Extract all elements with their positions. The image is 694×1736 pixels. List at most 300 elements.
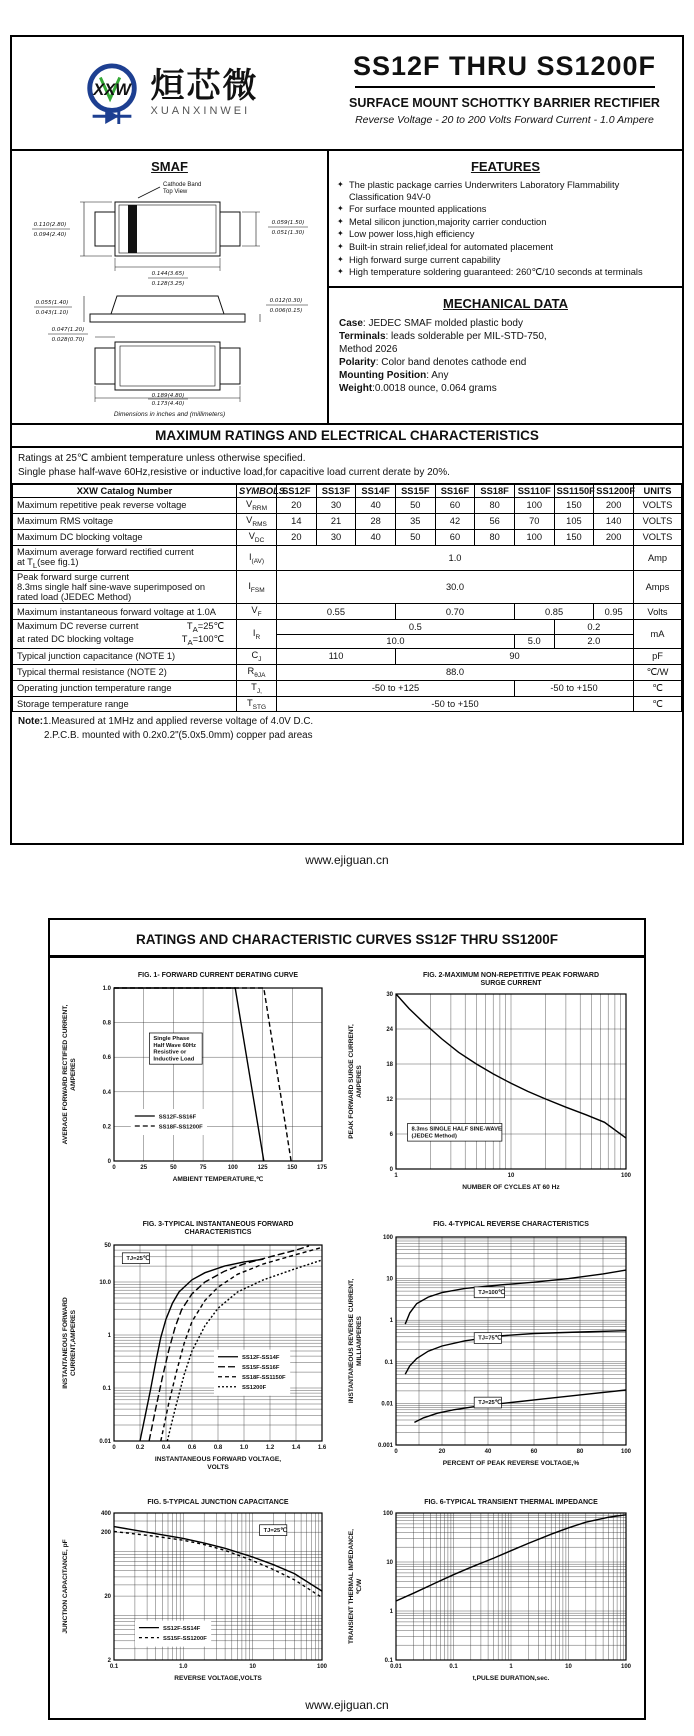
svg-text:FIG. 2-MAXIMUM NON-REPETITIVE: FIG. 2-MAXIMUM NON-REPETITIVE PEAK FORWARD [422, 972, 600, 979]
cell: 100 [514, 498, 554, 514]
col-header-part: SS13F [316, 485, 356, 498]
cell: Maximum RMS voltage [13, 513, 237, 529]
brand-name-en: XUANXINWEI [150, 105, 251, 117]
svg-text:10.0: 10.0 [99, 1280, 111, 1287]
cell: 20 [277, 529, 317, 545]
table-row-vf [13, 604, 682, 620]
svg-text:0.4: 0.4 [161, 1445, 171, 1451]
ratings-table [12, 484, 682, 712]
table-footnotes [12, 712, 682, 745]
table-row-tstg [13, 696, 682, 712]
svg-text:100: 100 [382, 1511, 393, 1517]
cell: Amps [634, 571, 682, 604]
svg-text:SS15F-SS1200F: SS15F-SS1200F [162, 1636, 207, 1643]
feature-item [337, 255, 674, 267]
svg-text:0.051(1.30): 0.051(1.30) [271, 230, 304, 236]
table-row-vrms [13, 513, 682, 529]
svg-text:0.012(0.30): 0.012(0.30) [269, 298, 302, 304]
cell: 35 [395, 513, 435, 529]
svg-text:JUNCTION CAPACITANCE, pF: JUNCTION CAPACITANCE, pF [62, 1539, 69, 1634]
cell: $T_{STG}$ [237, 696, 277, 712]
cell: 80 [475, 529, 515, 545]
cell: Amp [634, 545, 682, 571]
cell: 60 [435, 529, 475, 545]
cell: pF [634, 649, 682, 665]
svg-text:80: 80 [576, 1449, 584, 1455]
col-header-part: SS14F [356, 485, 396, 498]
fig3-instantaneous-forward-characteristics [58, 1217, 336, 1489]
datasheet-page-2 [48, 918, 646, 1720]
svg-text:AMPERES: AMPERES [70, 1058, 77, 1091]
svg-text:100: 100 [620, 1664, 632, 1670]
svg-text:24: 24 [386, 1027, 393, 1033]
bullet-icon: ✦ [337, 204, 344, 214]
svg-text:0.043(1.10): 0.043(1.10) [35, 310, 68, 316]
title-block [327, 37, 682, 149]
svg-text:10: 10 [249, 1664, 257, 1670]
features-section [329, 151, 682, 288]
svg-text:0.1: 0.1 [102, 1386, 111, 1393]
svg-text:0.094(2.40): 0.094(2.40) [33, 232, 66, 238]
cell: ℃ [634, 696, 682, 712]
cell: 100 [514, 529, 554, 545]
cell: VOLTS [634, 498, 682, 514]
svg-text:FIG. 3-TYPICAL INSTANTANEOUS F: FIG. 3-TYPICAL INSTANTANEOUS FORWARD [142, 1221, 294, 1228]
features-mechanical-panel [329, 151, 682, 423]
col-header-part: SS1200F [594, 485, 634, 498]
svg-text:0.4: 0.4 [102, 1089, 111, 1096]
package-name: SMAF [151, 159, 188, 174]
cell: 10.0 [277, 634, 515, 648]
svg-text:VOLTS: VOLTS [207, 1464, 229, 1471]
svg-text:0: 0 [112, 1445, 116, 1451]
svg-text:Half Wave 60Hz: Half Wave 60Hz [153, 1042, 197, 1049]
svg-text:75: 75 [199, 1165, 207, 1171]
cell: 140 [594, 513, 634, 529]
svg-text:400: 400 [100, 1511, 111, 1517]
table-row-vdc [13, 529, 682, 545]
svg-text:0: 0 [394, 1449, 398, 1455]
svg-text:0.6: 0.6 [102, 1055, 111, 1062]
cell: 30 [316, 529, 356, 545]
table-row-vrrm [13, 498, 682, 514]
col-header-part: SS16F [435, 485, 475, 498]
cell: ℃ [634, 680, 682, 696]
cell: Operating junction temperature range [13, 680, 237, 696]
mechanical-line: Mounting Position: Any [339, 369, 449, 381]
svg-text:0.006(0.15): 0.006(0.15) [269, 308, 302, 314]
svg-text:18: 18 [386, 1062, 393, 1068]
cell: 0.55 [277, 604, 396, 620]
ratings-condition-1: Ratings at 25℃ ambient temperature unless otherwise specified. [18, 453, 306, 464]
svg-text:0.047(1.20): 0.047(1.20) [51, 327, 84, 333]
dimension-footnote: Dimensions in inches and (millimeters) [113, 411, 226, 418]
fig1-forward-current-derating [58, 968, 336, 1211]
cell: 56 [475, 513, 515, 529]
svg-text:FIG. 6-TYPICAL TRANSIENT THERM: FIG. 6-TYPICAL TRANSIENT THERMAL IMPEDANCE [424, 1499, 598, 1506]
feature-text: Metal silicon junction,majority carrier conduction [349, 216, 547, 227]
curves-heading: RATINGS AND CHARACTERISTIC CURVES SS12F THRU SS1200F [50, 920, 644, 958]
cell: Maximum average forward rectified current at $T_L(see$ fig.1) [13, 545, 237, 571]
svg-text:0.189(4.80): 0.189(4.80) [151, 393, 184, 399]
svg-text:TJ=25℃: TJ=25℃ [126, 1255, 150, 1262]
cell: Maximum instantaneous forward voltage at 1.0A [13, 604, 237, 620]
cell: 50 [395, 529, 435, 545]
col-header-units: UNITS [634, 485, 682, 498]
feature-text: High forward surge current capability [349, 254, 501, 265]
cell: 80 [475, 498, 515, 514]
svg-text:20: 20 [438, 1449, 446, 1455]
feature-text: Low power loss,high efficiency [349, 229, 475, 240]
cell: 30.0 [277, 571, 634, 604]
svg-text:SURGE CURRENT: SURGE CURRENT [480, 980, 542, 987]
cell: mA [634, 620, 682, 649]
cell: 150 [554, 529, 594, 545]
svg-text:CURRENT,AMPERES: CURRENT,AMPERES [70, 1310, 77, 1376]
cell: 60 [435, 498, 475, 514]
cell: 88.0 [277, 664, 634, 680]
svg-text:0.6: 0.6 [187, 1445, 197, 1451]
cell: 200 [594, 498, 634, 514]
svg-text:AMBIENT TEMPERATURE,℃: AMBIENT TEMPERATURE,℃ [172, 1176, 264, 1183]
svg-text:t,PULSE DURATION,sec.: t,PULSE DURATION,sec. [472, 1675, 550, 1682]
svg-text:TRANSIENT THERMAL IMPEDANCE,: TRANSIENT THERMAL IMPEDANCE, [348, 1529, 355, 1644]
cell: $V_{RRM}$ [237, 498, 277, 514]
svg-text:0: 0 [112, 1165, 116, 1171]
svg-text:1: 1 [394, 1173, 398, 1179]
cell: 14 [277, 513, 317, 529]
svg-text:150: 150 [287, 1165, 298, 1171]
fig6-transient-thermal-impedance [344, 1495, 644, 1700]
svg-text:℃/W: ℃/W [356, 1578, 363, 1595]
cell: 5.0 [514, 634, 554, 648]
svg-text:1.2: 1.2 [265, 1445, 275, 1451]
cell: ℃/W [634, 664, 682, 680]
top-view-label: Top View [162, 189, 187, 195]
cell: 21 [316, 513, 356, 529]
svg-text:0: 0 [107, 1159, 111, 1165]
svg-text:100: 100 [316, 1664, 328, 1670]
svg-text:0: 0 [389, 1167, 393, 1173]
fig3-typical-instantaneous-forward-characteristics [58, 1217, 336, 1489]
cell: -50 to +150 [277, 696, 634, 712]
svg-text:6: 6 [389, 1132, 393, 1138]
feature-text: High temperature soldering guaranteed: 260℃/10 seconds at terminals [349, 267, 643, 278]
brand-logo-icon [81, 62, 143, 124]
svg-text:10: 10 [507, 1173, 515, 1179]
header [12, 37, 682, 151]
cell: $V_{RMS}$ [237, 513, 277, 529]
svg-text:1: 1 [107, 1333, 111, 1340]
svg-text:0.144(3.65): 0.144(3.65) [151, 271, 184, 277]
cell: $I_R$ [237, 620, 277, 649]
svg-text:Resistive or: Resistive or [153, 1049, 187, 1056]
bullet-icon: ✦ [337, 180, 344, 189]
cell: Maximum repetitive peak reverse voltage [13, 498, 237, 514]
svg-text:1.0: 1.0 [179, 1664, 188, 1670]
svg-text:SS12F-SS14F: SS12F-SS14F [242, 1355, 280, 1362]
cell: $I_{(AV)}$ [237, 545, 277, 571]
fig5-typical-junction-capacitance [58, 1495, 336, 1700]
bullet-icon: ✦ [337, 216, 344, 226]
svg-text:PEAK FORWARD SURGE CURRENT,: PEAK FORWARD SURGE CURRENT, [348, 1024, 355, 1139]
bullet-icon: ✦ [337, 242, 344, 252]
svg-text:0.173(4.40): 0.173(4.40) [151, 401, 184, 406]
feature-item [337, 242, 674, 254]
cell: VOLTS [634, 529, 682, 545]
package-outline-panel [12, 151, 329, 423]
bullet-icon: ✦ [337, 229, 344, 239]
brand-name-cn: 烜芯微 [150, 67, 259, 105]
cell: Maximum DC blocking voltage [13, 529, 237, 545]
figures-grid [50, 958, 644, 1700]
part-range-title: SS12F THRU SS1200F [352, 51, 657, 81]
svg-text:TJ=25℃: TJ=25℃ [263, 1527, 287, 1534]
feature-item [337, 180, 674, 203]
svg-text:10: 10 [565, 1664, 572, 1670]
cell: 0.85 [514, 604, 593, 620]
svg-text:100: 100 [227, 1165, 238, 1171]
cell: 0.5 [277, 620, 555, 634]
svg-text:0.1: 0.1 [109, 1664, 119, 1670]
cell: 105 [554, 513, 594, 529]
bullet-icon: ✦ [337, 267, 344, 277]
svg-text:175: 175 [316, 1165, 328, 1171]
datasheet-page-1 [10, 35, 684, 845]
svg-text:50: 50 [104, 1243, 111, 1249]
feature-item [337, 229, 674, 241]
table-row-ir-25c [13, 620, 682, 634]
svg-text:FIG. 4-TYPICAL REVERSE CHARACT: FIG. 4-TYPICAL REVERSE CHARACTERISTICS [433, 1221, 589, 1228]
svg-text:100: 100 [620, 1449, 632, 1455]
svg-text:TJ=25℃: TJ=25℃ [478, 1400, 502, 1407]
features-heading: FEATURES [470, 159, 541, 174]
device-type-subtitle: SURFACE MOUNT SCHOTTKY BARRIER RECTIFIER [349, 96, 660, 110]
svg-text:PERCENT OF PEAK REVERSE VOLTAG: PERCENT OF PEAK REVERSE VOLTAGE,% [442, 1460, 580, 1467]
cell: 90 [395, 649, 633, 665]
table-row-iav [13, 545, 682, 571]
svg-text:INSTANTANEOUS REVERSE CURRENT,: INSTANTANEOUS REVERSE CURRENT, [348, 1278, 355, 1404]
table-header-row [13, 485, 682, 498]
brand-logo [12, 37, 327, 149]
cell: 0.2 [554, 620, 633, 634]
feature-text: Built-in strain relief,ideal for automated placement [349, 242, 554, 253]
svg-text:SS15F-SS16F: SS15F-SS16F [242, 1365, 280, 1372]
cell: Typical thermal resistance (NOTE 2) [13, 664, 237, 680]
svg-text:0.1: 0.1 [384, 1359, 393, 1366]
cell: 40 [356, 498, 396, 514]
feature-item [337, 204, 674, 216]
col-header-part: SS15F [395, 485, 435, 498]
fig4-typical-reverse-characteristics [344, 1217, 644, 1489]
mechanical-heading: MECHANICAL DATA [443, 295, 568, 311]
cell: $I_{FSM}$ [237, 571, 277, 604]
cell: 40 [356, 529, 396, 545]
fig6-typical-transient-thermal-impedance [344, 1495, 644, 1700]
svg-text:0.055(1.40): 0.055(1.40) [35, 300, 68, 306]
bullet-icon: ✦ [337, 254, 344, 264]
page1-footer-url: www.ejiguan.cn [305, 853, 389, 867]
cell: 150 [554, 498, 594, 514]
svg-text:CHARACTERISTICS: CHARACTERISTICS [184, 1229, 252, 1236]
cell: $T_{J,}$ [237, 680, 277, 696]
col-header-part: SS12F [277, 485, 317, 498]
cell: $V_F$ [237, 604, 277, 620]
title-underline [355, 86, 655, 88]
svg-text:0.1: 0.1 [449, 1664, 458, 1670]
footnote-2: 2.P.C.B. mounted with 0.2x0.2"(5.0x5.0mm) copper pad areas [44, 730, 313, 742]
svg-text:1.0: 1.0 [239, 1445, 249, 1451]
mechanical-line: Weight:0.0018 ounce, 0.064 grams [339, 382, 497, 394]
fig2-peak-forward-surge-current [344, 968, 644, 1211]
footnote-1: Note:1.Measured at 1MHz and applied reverse voltage of 4.0V D.C. [18, 716, 314, 728]
table-row-tj [13, 680, 682, 696]
svg-text:0.059(1.50): 0.059(1.50) [271, 220, 304, 226]
table-row-cj [13, 649, 682, 665]
svg-text:SS12F-SS16F: SS12F-SS16F [158, 1114, 197, 1121]
cathode-band-label: Cathode Band [162, 182, 201, 188]
svg-text:0.8: 0.8 [102, 1020, 111, 1027]
fig1-forward-current-derating-curve [58, 968, 336, 1203]
features-list [337, 180, 674, 279]
feature-text: The plastic package carries Underwriters Laboratory Flammability Classification 94V-0 [349, 180, 620, 202]
cell: 30 [316, 498, 356, 514]
cell: 50 [395, 498, 435, 514]
svg-text:SS1200F: SS1200F [242, 1385, 267, 1392]
svg-text:1.6: 1.6 [317, 1445, 327, 1451]
mechanical-line: Polarity: Color band denotes cathode end [339, 356, 527, 368]
svg-text:SS12F-SS14F: SS12F-SS14F [162, 1626, 201, 1633]
cell: 42 [435, 513, 475, 529]
page2-footer-url: www.ejiguan.cn [305, 1698, 389, 1712]
cell: -50 to +125 [277, 680, 515, 696]
table-row-ifsm [13, 571, 682, 604]
svg-text:Inductive Load: Inductive Load [153, 1056, 195, 1063]
cell: Peak forward surge current 8.3ms single half sine-wave superimposed on rated load (JEDEC Method) [13, 571, 237, 604]
cell: 0.95 [594, 604, 634, 620]
cell: 2.0 [554, 634, 633, 648]
package-outline-drawing [20, 174, 320, 406]
svg-text:FIG. 5-TYPICAL JUNCTION CAPACI: FIG. 5-TYPICAL JUNCTION CAPACITANCE [147, 1499, 289, 1506]
svg-text:0.028(0.70): 0.028(0.70) [51, 337, 84, 343]
svg-text:0.001: 0.001 [377, 1443, 393, 1449]
ratings-tagline: Reverse Voltage - 20 to 200 Volts Forward Current - 1.0 Ampere [355, 114, 654, 126]
cell: $C_J$ [237, 649, 277, 665]
feature-item [337, 217, 674, 229]
cell: 0.70 [395, 604, 514, 620]
svg-text:2: 2 [107, 1658, 111, 1664]
fig5-typical-junction-capacitance [58, 1495, 336, 1700]
svg-text:1: 1 [389, 1609, 393, 1615]
cell: Maximum DC reverse current $T_A=25℃$ at rated DC blocking voltage $T_A=100℃$ [13, 620, 237, 649]
col-header-symbols: SYMBOLS [237, 485, 277, 498]
mechanical-line: Terminals: leads solderable per MIL-STD-750, [339, 330, 547, 342]
ratings-banner: MAXIMUM RATINGS AND ELECTRICAL CHARACTERISTICS [12, 423, 682, 448]
col-header-part: SS1150F [554, 485, 594, 498]
svg-text:1.4: 1.4 [291, 1445, 301, 1451]
svg-text:SS18F-SS1150F: SS18F-SS1150F [242, 1375, 286, 1382]
ratings-conditions [12, 448, 682, 484]
svg-text:0.01: 0.01 [381, 1401, 393, 1408]
col-header-part: SS18F [475, 485, 515, 498]
cell: 200 [594, 529, 634, 545]
cell: 20 [277, 498, 317, 514]
svg-text:125: 125 [257, 1165, 268, 1171]
svg-text:0.1: 0.1 [384, 1658, 393, 1664]
cell: Typical junction capacitance (NOTE 1) [13, 649, 237, 665]
svg-text:0.01: 0.01 [99, 1439, 111, 1445]
svg-text:60: 60 [530, 1449, 538, 1455]
fig4-typical-reverse-characteristics [344, 1217, 644, 1489]
svg-text:1: 1 [389, 1318, 393, 1325]
cell: 70 [514, 513, 554, 529]
svg-text:NUMBER OF CYCLES AT 60 Hz: NUMBER OF CYCLES AT 60 Hz [462, 1184, 560, 1191]
col-header-part: SS110F [514, 485, 554, 498]
ratings-condition-2: Single phase half-wave 60Hz,resistive or inductive load,for capacitive load current derate by 20%. [18, 466, 450, 478]
cell: Storage temperature range [13, 696, 237, 712]
svg-text:10: 10 [386, 1276, 393, 1283]
svg-text:0.2: 0.2 [102, 1124, 111, 1131]
mechanical-line: Case: JEDEC SMAF molded plastic body [339, 317, 523, 329]
svg-text:MILLIAMPERES: MILLIAMPERES [356, 1316, 363, 1366]
svg-text:12: 12 [386, 1097, 393, 1103]
svg-text:(JEDEC Method): (JEDEC Method) [411, 1133, 457, 1140]
package-and-features [12, 151, 682, 423]
svg-text:SS18F-SS1200F: SS18F-SS1200F [158, 1124, 203, 1131]
svg-text:INSTANTANEOUS FORWARD VOLTAGE,: INSTANTANEOUS FORWARD VOLTAGE, [154, 1456, 282, 1463]
svg-text:AVERAGE FORWARD RECTIFIED CURR: AVERAGE FORWARD RECTIFIED CURRENT, [62, 1004, 69, 1145]
table-row-rthja [13, 664, 682, 680]
svg-text:TJ=100℃: TJ=100℃ [478, 1289, 505, 1296]
svg-text:50: 50 [170, 1165, 177, 1171]
col-header-catalog: XXW Catalog Number [13, 485, 237, 498]
feature-item [337, 267, 674, 279]
svg-text:200: 200 [100, 1530, 111, 1537]
mechanical-line: Method 2026 [339, 343, 398, 355]
logo-monogram: XXW [92, 80, 131, 99]
cell: 28 [356, 513, 396, 529]
svg-text:20: 20 [104, 1594, 111, 1601]
cell: 1.0 [277, 545, 634, 571]
svg-text:0.2: 0.2 [135, 1445, 145, 1451]
cell: Volts [634, 604, 682, 620]
svg-text:100: 100 [620, 1173, 632, 1179]
feature-text: For surface mounted applications [349, 204, 487, 215]
svg-text:FIG. 1- FORWARD CURRENT DERATI: FIG. 1- FORWARD CURRENT DERATING CURVE [137, 972, 299, 979]
mechanical-data-section [329, 288, 682, 423]
cell: 110 [277, 649, 396, 665]
cell: $V_{DC}$ [237, 529, 277, 545]
svg-text:30: 30 [386, 992, 393, 998]
svg-text:10: 10 [386, 1560, 393, 1566]
svg-text:Single Phase: Single Phase [153, 1035, 190, 1042]
svg-text:8.3ms SINGLE HALF SINE-WAVE: 8.3ms SINGLE HALF SINE-WAVE [411, 1126, 502, 1133]
fig2-max-non-repetitive-peak-forward-surge-current [344, 968, 644, 1211]
svg-text:100: 100 [382, 1235, 393, 1241]
svg-text:INSTANTANEOUS FORWARD: INSTANTANEOUS FORWARD [62, 1297, 69, 1389]
svg-text:0.128(3.25): 0.128(3.25) [151, 281, 184, 287]
svg-text:TJ=75℃: TJ=75℃ [478, 1335, 502, 1342]
cell: $R_{\theta JA}$ [237, 664, 277, 680]
cell: VOLTS [634, 513, 682, 529]
svg-text:0.110(2.80): 0.110(2.80) [33, 222, 66, 228]
svg-text:AMPERES: AMPERES [356, 1065, 363, 1098]
svg-text:1: 1 [509, 1664, 513, 1670]
svg-text:1.0: 1.0 [102, 986, 111, 992]
svg-text:0.01: 0.01 [390, 1664, 402, 1670]
svg-text:0.8: 0.8 [213, 1445, 223, 1451]
svg-text:40: 40 [484, 1449, 492, 1455]
